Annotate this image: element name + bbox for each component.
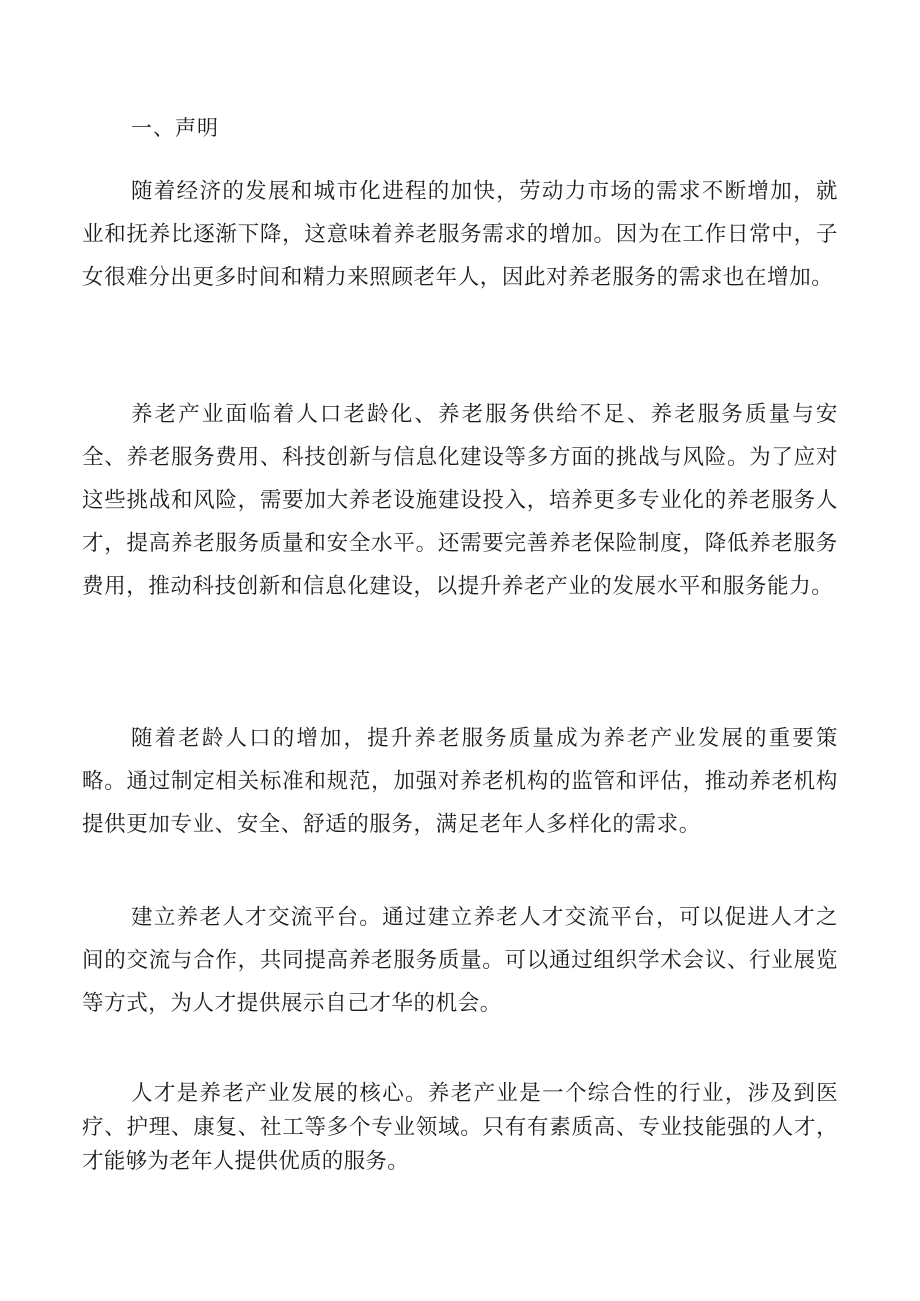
section-heading: 一、声明: [131, 116, 219, 140]
paragraph: 建立养老人才交流平台。通过建立养老人才交流平台，可以促进人才之间的交流与合作，共同提高养老服务质量。可以通过组织学术会议、行业展览等方式，为人才提供展示自己才华的机会。: [82, 905, 838, 1016]
paragraph: 养老产业面临着人口老龄化、养老服务供给不足、养老服务质量与安全、养老服务费用、科技创新与信息化建设等多方面的挑战与风险。为了应对这些挑战和风险，需要加大养老设施建设投入，培养更多专业化的养老服务人才，提高养老服务质量和安全水平。还需要完善养老保险制度，降低养老服务费用，推动科技创新和信息化建设，以提升养老产业的发展水平和服务能力。: [82, 402, 838, 599]
paragraph: 人才是养老产业发展的核心。养老产业是一个综合性的行业，涉及到医疗、护理、康复、社工等多个专业领域。只有有素质高、专业技能强的人才，才能够为老年人提供优质的服务。: [82, 1081, 838, 1174]
paragraph: 随着老龄人口的增加，提升养老服务质量成为养老产业发展的重要策略。通过制定相关标准和规范，加强对养老机构的监管和评估，推动养老机构提供更加专业、安全、舒适的服务，满足老年人多样化的需求。: [82, 726, 838, 837]
paragraph: 随着经济的发展和城市化进程的加快，劳动力市场的需求不断增加，就业和抚养比逐渐下降，这意味着养老服务需求的增加。因为在工作日常中，子女很难分出更多时间和精力来照顾老年人，因此对养老服务的需求也在增加。: [82, 179, 838, 290]
